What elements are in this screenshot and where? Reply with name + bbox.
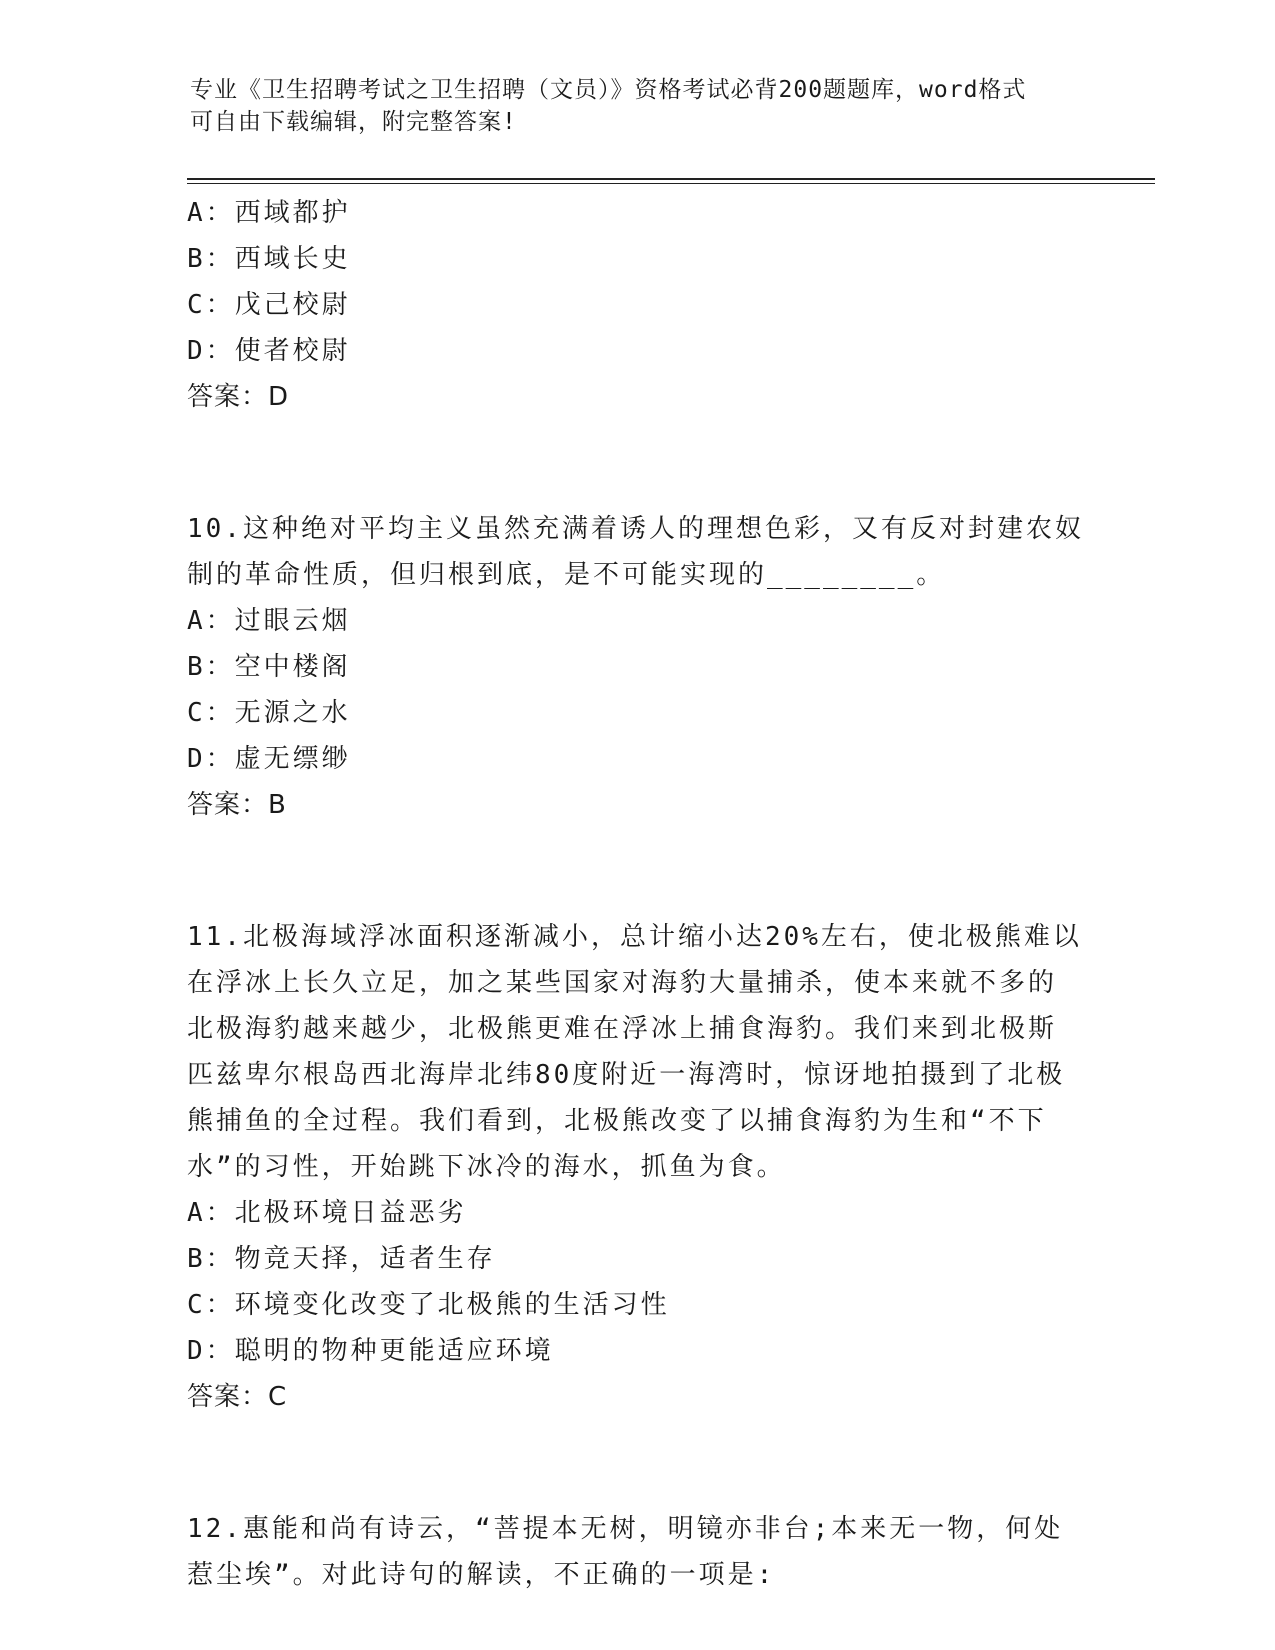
- option-b: B：空中楼阁: [187, 652, 351, 682]
- option-c: C：环境变化改变了北极熊的生活习性: [187, 1290, 670, 1320]
- question-text-line: 北极海豹越来越少，北极熊更难在浮冰上捕食海豹。我们来到北极斯: [187, 1014, 1058, 1044]
- option-d: D：聪明的物种更能适应环境: [187, 1336, 554, 1366]
- question-text-line: 10.这种绝对平均主义虽然充满着诱人的理想色彩，又有反对封建农奴: [187, 514, 1084, 544]
- header-divider-thick: [187, 178, 1155, 180]
- spacer: [187, 828, 1087, 914]
- question-text-line: 惹尘埃”。对此诗句的解读，不正确的一项是:: [187, 1560, 776, 1590]
- header-divider-thin: [187, 183, 1155, 184]
- answer-line: 答案：B: [187, 790, 287, 820]
- option-a: A：西域都护: [187, 198, 351, 228]
- question-text-line: 12.惠能和尚有诗云，“菩提本无树，明镜亦非台;本来无一物，何处: [187, 1514, 1064, 1544]
- spacer: [187, 420, 1087, 506]
- question-9: [187, 190, 1087, 420]
- spacer: [187, 1420, 1087, 1506]
- question-text-line: 匹兹卑尔根岛西北海岸北纬80度附近一海湾时，惊讶地拍摄到了北极: [187, 1060, 1066, 1090]
- document-body: [187, 190, 1087, 1598]
- option-d: D：虚无缥缈: [187, 744, 351, 774]
- option-b: B：物竞天择，适者生存: [187, 1244, 496, 1274]
- question-11: [187, 914, 1087, 1420]
- document-header: [190, 74, 1090, 138]
- option-d: D：使者校尉: [187, 336, 351, 366]
- option-a: A：过眼云烟: [187, 606, 351, 636]
- question-text-line: 制的革命性质，但归根到底，是不可能实现的________。: [187, 560, 946, 590]
- option-a: A：北极环境日益恶劣: [187, 1198, 467, 1228]
- question-text-line: 11.北极海域浮冰面积逐渐减小，总计缩小达20%左右，使北极熊难以: [187, 922, 1082, 952]
- option-b: B：西域长史: [187, 244, 351, 274]
- question-text-line: 水”的习性，开始跳下冰冷的海水，抓鱼为食。: [187, 1152, 786, 1182]
- question-12: [187, 1506, 1087, 1598]
- question-text-line: 在浮冰上长久立足，加之某些国家对海豹大量捕杀，使本来就不多的: [187, 968, 1058, 998]
- answer-line: 答案：C: [187, 1382, 288, 1412]
- question-10: [187, 506, 1087, 828]
- answer-line: 答案：D: [187, 382, 290, 412]
- option-c: C：戊己校尉: [187, 290, 351, 320]
- option-c: C：无源之水: [187, 698, 351, 728]
- header-line-1: 专业《卫生招聘考试之卫生招聘（文员）》资格考试必背200题题库，word格式: [190, 77, 1027, 103]
- header-line-2: 可自由下载编辑，附完整答案!: [190, 109, 517, 135]
- question-text-line: 熊捕鱼的全过程。我们看到，北极熊改变了以捕食海豹为生和“不下: [187, 1106, 1047, 1136]
